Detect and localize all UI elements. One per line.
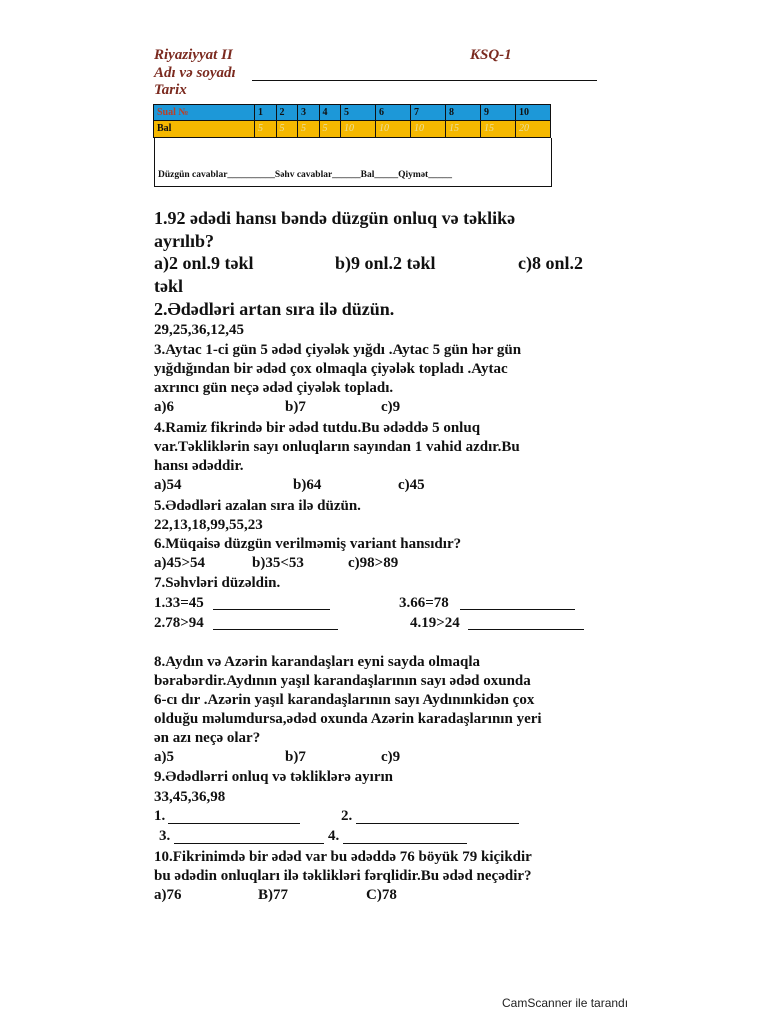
points-cell: 5 [276,121,298,138]
scanner-watermark: CamScanner ile tarandı [502,996,629,1010]
q9-item-3: 3. [159,828,171,844]
q8-line2: bərabərdir.Aydının yaşıl karandaşlarının sayı ədəd oxunda [154,673,531,689]
name-label: Adı və soyadı [154,65,236,81]
q8-option-b: b)7 [285,749,306,765]
q4-option-b: b)64 [293,477,322,493]
points-cell: 15 [446,121,481,138]
qnum-cell: 7 [411,105,446,121]
q4-option-a: a)54 [154,477,182,493]
q1-text-line2: ayrılıb? [154,231,215,251]
q3-line1: 3.Aytac 1-ci gün 5 ədəd çiyələk yığdı .Aytac 5 gün hər gün [154,342,522,358]
q1-option-c-cont: təkl [154,276,183,296]
q7-text: 7.Səhvləri düzəldin. [154,575,281,591]
result-summary-box [154,138,552,187]
points-cell: 10 [341,121,376,138]
q9-item-4-blank [343,843,467,844]
q10-option-b: B)77 [258,887,288,903]
points-cell: 5 [298,121,320,138]
q8-line3: 6-cı dır .Azərin yaşıl karandaşlarının sayı Aydınınkidən çox [154,692,535,708]
qnum-cell: 10 [516,105,551,121]
q8-line5: ən azı neçə olar? [154,730,261,746]
q1-text-line1: 1.92 ədədi hansı bəndə düzgün onluq və təklikə [154,208,516,228]
q7-item-1: 1.33=45 [154,595,204,611]
q9-numbers: 33,45,36,98 [154,789,226,805]
qnum-cell: 1 [255,105,277,121]
qnum-cell: 2 [276,105,298,121]
q7-item-4-blank [468,629,584,630]
q10-line1: 10.Fikrinimdə bir ədəd var bu ədəddə 76 böyük 79 kiçikdir [154,849,532,865]
qnum-cell: 8 [446,105,481,121]
q4-option-c: c)45 [398,477,425,493]
points-row [154,121,551,138]
test-code: KSQ-1 [470,47,512,63]
q9-item-2-blank [356,823,519,824]
qnum-cell: 5 [341,105,376,121]
points-cell: 20 [516,121,551,138]
name-blank-line [252,80,597,81]
q2-numbers: 29,25,36,12,45 [154,322,244,338]
subject-title: Riyaziyyat II [154,47,233,63]
points-cell: 10 [411,121,446,138]
q7-item-4: 4.19>24 [410,615,460,631]
q10-option-c: C)78 [366,887,397,903]
q8-line4: olduğu məlumdursa,ədəd oxunda Azərin karadaşlarının yeri [154,711,542,727]
date-label: Tarix [154,82,187,98]
q9-item-4: 4. [328,828,340,844]
q7-item-3: 3.66=78 [399,595,449,611]
q1-option-b: b)9 onl.2 təkl [335,253,436,273]
q1-option-a: a)2 onl.9 təkl [154,253,254,273]
q3-option-c: c)9 [381,399,401,415]
q5-numbers: 22,13,18,99,55,23 [154,517,263,533]
q3-option-a: a)6 [154,399,174,415]
q8-option-c: c)9 [381,749,401,765]
q4-line1: 4.Ramiz fikrində bir ədəd tutdu.Bu ədəddə 5 onluq [154,420,481,436]
points-cell: 10 [376,121,411,138]
question-number-label: Sual № [154,105,255,121]
points-label: Bal [154,121,255,138]
q6-option-b: b)35<53 [252,555,304,571]
q3-line2: yığdığından bir ədəd çox olmaqla çiyələk topladı .Aytac [154,361,508,377]
score-table [153,104,551,138]
points-cell: 5 [319,121,341,138]
qnum-cell: 9 [481,105,516,121]
points-cell: 15 [481,121,516,138]
qnum-cell: 3 [298,105,320,121]
q9-text: 9.Ədədlərri onluq və təkliklərə ayırın [154,769,393,785]
qnum-cell: 6 [376,105,411,121]
q6-option-c: c)98>89 [348,555,399,571]
q7-item-1-blank [213,609,330,610]
q3-option-b: b)7 [285,399,306,415]
q2-text: 2.Ədədləri artan sıra ilə düzün. [154,299,395,319]
q5-text: 5.Ədədləri azalan sıra ilə düzün. [154,498,361,514]
q3-line3: axrıncı gün neçə ədəd çiyələk topladı. [154,380,394,396]
q4-line2: var.Təkliklərin sayı onluqların sayından 1 vahid azdır.Bu [154,439,520,455]
q9-item-1: 1. [154,808,166,824]
q10-option-a: a)76 [154,887,182,903]
q8-option-a: a)5 [154,749,174,765]
q1-option-c: c)8 onl.2 [518,253,583,273]
q9-item-1-blank [168,823,300,824]
q8-line1: 8.Aydın və Azərin karandaşları eyni sayda olmaqla [154,654,481,670]
points-cell: 5 [255,121,277,138]
q7-item-3-blank [460,609,575,610]
q7-item-2-blank [213,629,338,630]
q9-item-2: 2. [341,808,353,824]
q4-line3: hansı ədəddir. [154,458,244,474]
q10-line2: bu ədədin onluqları ilə təklikləri fərqlidir.Bu ədəd neçədir? [154,868,532,884]
q6-text: 6.Müqaisə düzgün verilməmiş variant hansıdır? [154,536,462,552]
qnum-cell: 4 [319,105,341,121]
question-number-row [154,105,551,121]
q7-item-2: 2.78>94 [154,615,204,631]
result-summary-text: Düzgün cavablar__________Səhv cavablar______Bal_____Qiymət_____ [158,170,452,180]
q9-item-3-blank [174,843,324,844]
q6-option-a: a)45>54 [154,555,206,571]
